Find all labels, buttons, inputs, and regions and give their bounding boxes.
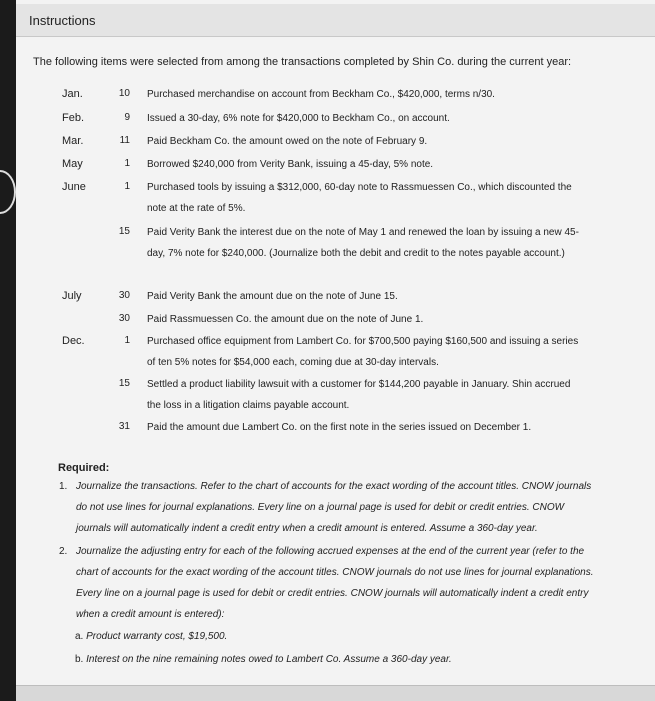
- transaction-day: 9: [124, 112, 130, 123]
- transaction-text: Paid Verity Bank the interest due on the note of May 1 and renewed the loan by issuing a new 45-day, 7% note for $240,000. (Journalize both the debit and credit to the notes payable account.): [147, 227, 579, 259]
- instructions-header: [16, 4, 655, 37]
- transaction-month: Jan.: [62, 88, 83, 100]
- subitem-label: a.: [75, 631, 84, 642]
- transaction-day: 30: [118, 290, 130, 301]
- transaction-day: 1: [124, 181, 130, 192]
- transaction-text: Issued a 30-day, 6% note for $420,000 to Beckham Co., on account.: [147, 113, 450, 124]
- required-item-text: Journalize the adjusting entry for each of the following accrued expenses at the end of the current year (refer to the chart of accounts for the exact wording of the account titles. CNOW journals do not use lines for journal explanations. Every line on a journal page is used for debit or credit entries. CNOW journals will automatically indent a credit entry when a credit amount is entered):: [76, 546, 594, 620]
- required-heading: Required:: [58, 462, 110, 474]
- transaction-month: June: [62, 181, 86, 193]
- transaction-day: 30: [118, 313, 130, 324]
- transaction-text: Borrowed $240,000 from Verity Bank, issuing a 45-day, 5% note.: [147, 159, 434, 170]
- side-nav-button[interactable]: [0, 170, 16, 214]
- subitem-text: Product warranty cost, $19,500.: [86, 631, 228, 642]
- required-subitem: [75, 654, 452, 665]
- transaction-day: 31: [118, 421, 130, 432]
- intro-text: The following items were selected from among the transactions completed by Shin Co. during the current year:: [33, 56, 572, 68]
- transaction-month: May: [62, 158, 83, 170]
- required-item: [59, 541, 597, 625]
- required-item-number: 2.: [59, 546, 68, 557]
- required-item: [59, 476, 597, 539]
- required-item-text: Journalize the transactions. Refer to the chart of accounts for the exact wording of the account titles. CNOW journals do not use lines for journal explanations. Every line on a journal page is used for debit or credit entries. CNOW journals will automatically indent a credit entry when a credit amount is entered. Assume a 360-day year.: [76, 481, 592, 534]
- subitem-label: b.: [75, 654, 84, 665]
- transaction-day: 1: [124, 158, 130, 169]
- transaction-month: Feb.: [62, 112, 85, 124]
- page-title: Instructions: [29, 13, 96, 28]
- footer-bar: [16, 685, 655, 701]
- transaction-day: 1: [124, 335, 130, 346]
- transaction-month: Dec.: [62, 335, 85, 347]
- transaction-text: Paid Rassmuessen Co. the amount due on the note of June 1.: [147, 314, 424, 325]
- transaction-day: 15: [118, 226, 130, 237]
- subitem-text: Interest on the nine remaining notes owed to Lambert Co. Assume a 360-day year.: [86, 654, 452, 665]
- transaction-text: Paid Beckham Co. the amount owed on the note of February 9.: [147, 136, 428, 147]
- transaction-day: 15: [118, 378, 130, 389]
- transaction-text: Paid the amount due Lambert Co. on the first note in the series issued on December 1.: [147, 422, 532, 433]
- transaction-text: Purchased office equipment from Lambert Co. for $700,500 paying $160,500 and issuing a series of ten 5% notes for $54,000 each, coming due at 30-day intervals.: [147, 336, 579, 368]
- transaction-text: Paid Verity Bank the amount due on the note of June 15.: [147, 291, 398, 302]
- required-item-number: 1.: [59, 481, 68, 492]
- transaction-text: Purchased merchandise on account from Beckham Co., $420,000, terms n/30.: [147, 89, 495, 100]
- transaction-month: Mar.: [62, 135, 84, 147]
- transaction-day: 10: [118, 88, 130, 99]
- required-subitem: [75, 631, 227, 642]
- transaction-day: 11: [119, 135, 130, 146]
- transaction-text: Settled a product liability lawsuit with a customer for $144,200 payable in January. Shin accrued the loss in a litigation claims payable account.: [147, 379, 571, 411]
- transaction-text: Purchased tools by issuing a $312,000, 60-day note to Rassmuessen Co., which discounted the note at the rate of 5%.: [147, 182, 572, 214]
- transaction-month: July: [62, 290, 82, 302]
